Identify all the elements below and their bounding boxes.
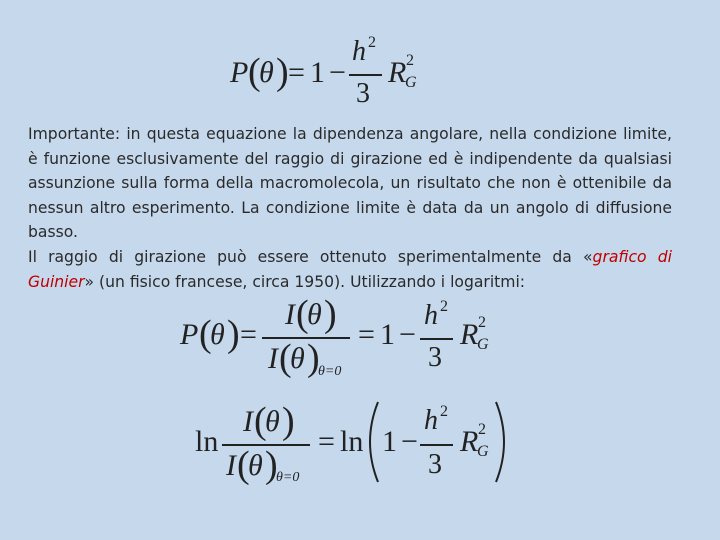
eq1-p: P — [230, 56, 249, 89]
eq3-equals: = — [318, 425, 335, 458]
eq2-den-subscript: θ=0 — [318, 364, 342, 379]
eq1-equals: = — [288, 56, 305, 89]
eq2-den-paren-open: ( — [279, 337, 292, 379]
paragraph-1: Importante: in questa equazione la dipendenza angolare, nella condizione limite, è funzione esclusivamente del raggio di girazione ed è indipendente da qualsiasi assunzione sulla forma della macromolecola, un risultato che non è ottenibile da nessun altro esperimento. La condizione limite è data da un angolo di diffusione basso. — [28, 125, 672, 242]
eq3-one: 1 — [382, 425, 397, 458]
eq1-r-sub: G — [405, 74, 417, 91]
eq2-theta: θ — [210, 318, 225, 351]
eq1-h: h — [352, 36, 366, 67]
eq3-minus: − — [401, 425, 418, 458]
eq2-num-paren-open: ( — [296, 293, 309, 335]
eq2-paren-open: ( — [199, 313, 212, 355]
eq1-minus: − — [329, 56, 346, 89]
body-text — [28, 122, 672, 294]
eq3-h: h — [424, 405, 438, 436]
eq1-paren-close: ) — [276, 51, 289, 93]
eq3-den-paren-close: ) — [265, 444, 278, 486]
eq1-r-exp: 2 — [406, 52, 414, 69]
eq2-equals: = — [240, 318, 257, 351]
eq2-p: P — [180, 318, 199, 351]
eq2-main-fraction-bar — [262, 337, 350, 339]
eq1-fraction-bar — [349, 74, 382, 76]
paragraph-2 — [28, 245, 672, 294]
eq2-three: 3 — [428, 342, 442, 373]
guinier-highlight: grafico di Guinier — [28, 247, 672, 291]
eq3-num-theta: θ — [265, 405, 280, 438]
eq1-three: 3 — [356, 78, 370, 109]
eq2-one: 1 — [380, 318, 395, 351]
eq1-h-exp: 2 — [368, 34, 376, 51]
paragraph-2-start: Il raggio di girazione può essere ottenuto sperimentalmente da « — [28, 247, 593, 266]
eq3-fraction-bar — [420, 444, 453, 446]
eq1-paren-open: ( — [248, 51, 261, 93]
eq3-den-i: I — [226, 449, 236, 482]
eq3-den-paren-open: ( — [237, 444, 250, 486]
eq3-three: 3 — [428, 449, 442, 480]
eq2-h: h — [424, 300, 438, 331]
eq3-den-subscript: θ=0 — [276, 470, 300, 485]
eq3-r: R — [460, 425, 479, 458]
eq2-paren-close: ) — [227, 313, 240, 355]
eq1-r: R — [388, 56, 407, 89]
eq2-equals-2: = — [358, 318, 375, 351]
eq2-num-paren-close: ) — [324, 293, 337, 335]
eq3-ln-2: ln — [340, 425, 364, 458]
eq2-h-exp: 2 — [440, 298, 448, 315]
paragraph-2-end: » (un fisico francese, circa 1950). Utilizzando i logaritmi: — [84, 272, 526, 291]
eq1-one: 1 — [310, 56, 325, 89]
eq2-minus: − — [399, 318, 416, 351]
eq2-den-paren-close: ) — [307, 337, 320, 379]
eq3-num-paren-open: ( — [254, 400, 267, 442]
eq3-r-sub: G — [477, 443, 489, 460]
eq2-den-theta: θ — [290, 342, 305, 375]
eq2-den-i: I — [268, 342, 278, 375]
eq1-theta: θ — [259, 56, 274, 89]
eq2-num-theta: θ — [307, 298, 322, 331]
eq2-num-i: I — [285, 298, 295, 331]
eq3-ln: ln — [195, 425, 219, 458]
eq3-h-exp: 2 — [440, 403, 448, 420]
eq3-den-theta: θ — [248, 449, 263, 482]
eq3-num-i: I — [243, 405, 253, 438]
eq2-r-exp: 2 — [478, 314, 486, 331]
eq2-r: R — [460, 318, 479, 351]
eq2-fraction-bar — [420, 338, 453, 340]
eq3-r-exp: 2 — [478, 421, 486, 438]
eq2-r-sub: G — [477, 336, 489, 353]
eq3-num-paren-close: ) — [282, 400, 295, 442]
